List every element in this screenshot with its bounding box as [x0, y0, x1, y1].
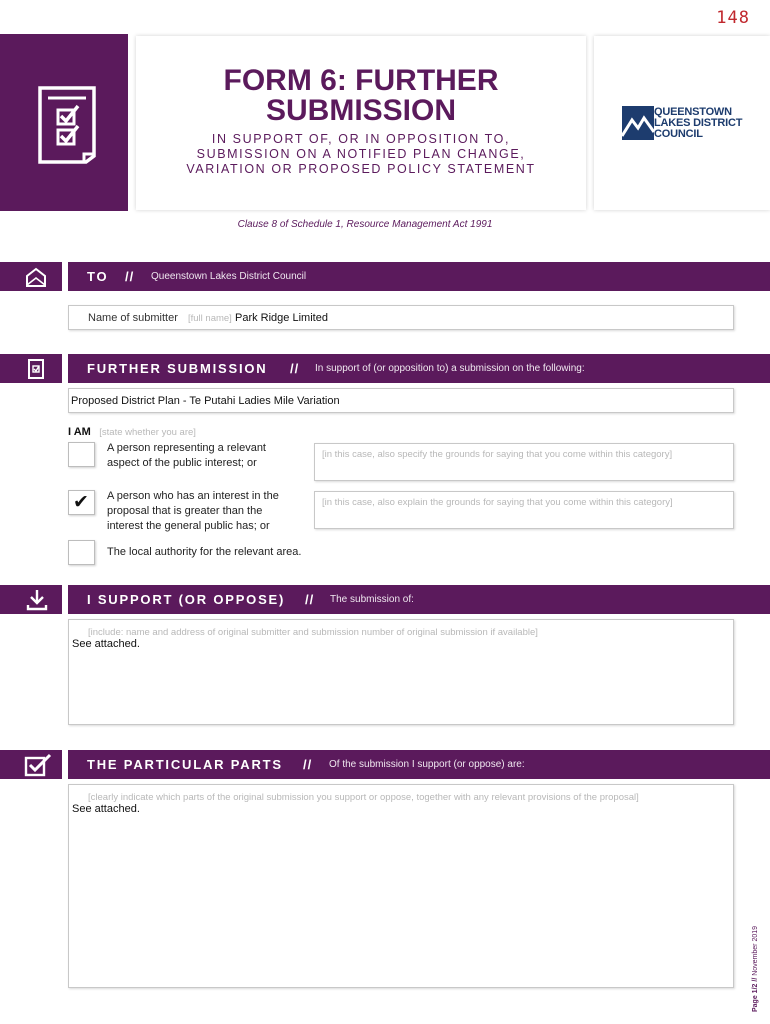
checkbox-tick-icon [24, 753, 54, 777]
council-logo-card [594, 36, 770, 210]
public-interest-grounds-field[interactable] [314, 443, 734, 481]
document-icon [27, 358, 45, 380]
form-title [136, 66, 586, 126]
form-subtitle-line2: SUBMISSION ON A NOTIFIED PLAN CHANGE, [196, 147, 526, 161]
further-section-bar [68, 354, 770, 383]
support-separator: // [305, 592, 315, 607]
plan-value: Proposed District Plan - Te Putahi Ladies Mile Variation [71, 395, 340, 407]
grounds1-placeholder: [in this case, also specify the grounds for saying that you come within this category] [322, 449, 673, 460]
parts-section-bar [68, 750, 770, 779]
support-description: The submission of: [330, 594, 414, 605]
i-am-placeholder: [state whether you are] [99, 427, 196, 438]
greater-interest-checkbox[interactable] [68, 490, 95, 515]
option-public-interest-text [107, 441, 266, 471]
logo-line3: COUNCIL [654, 128, 703, 140]
submitter-placeholder: [full name] [188, 313, 232, 324]
download-icon [26, 588, 48, 612]
support-value: See attached. [72, 638, 140, 650]
i-am-label: I AM [68, 426, 91, 438]
form-title-line2: SUBMISSION [265, 94, 457, 127]
option-local-authority-text: The local authority for the relevant area. [107, 546, 302, 558]
particular-parts-field[interactable] [68, 784, 734, 988]
form-subtitle-line1: IN SUPPORT OF, OR IN OPPOSITION TO, [211, 132, 511, 146]
parts-heading: THE PARTICULAR PARTS [87, 757, 283, 772]
option2-line1: A person who has an interest in the [107, 490, 279, 502]
logo-line2: LAKES DISTRICT [654, 117, 743, 129]
greater-interest-grounds-field[interactable] [314, 491, 734, 529]
option-greater-interest-text [107, 489, 279, 534]
clause-reference: Clause 8 of Schedule 1, Resource Management Act 1991 [237, 219, 493, 230]
page-footer [752, 926, 759, 1012]
page-number: 148 [716, 8, 750, 28]
checkmark-icon: ✔ [73, 492, 89, 513]
option2-line3: interest the general public has; or [107, 520, 270, 532]
submitter-name-field[interactable] [68, 305, 734, 330]
to-section-bar [68, 262, 770, 291]
to-heading: TO [87, 269, 109, 284]
i-am-label-row [68, 422, 196, 440]
checklist-form-icon [36, 84, 100, 164]
envelope-icon [25, 266, 47, 288]
grounds2-placeholder: [in this case, also explain the grounds for saying that you come within this category] [322, 497, 673, 508]
parts-value: See attached. [72, 803, 140, 815]
parts-section-icon-box [0, 750, 62, 779]
option1-line2: aspect of the public interest; or [107, 457, 257, 469]
support-section-icon-box [0, 585, 62, 614]
parts-separator: // [303, 757, 313, 772]
further-separator: // [290, 361, 300, 376]
form-title-line1: FORM 6: FURTHER [223, 64, 499, 97]
submission-of-field[interactable] [68, 619, 734, 725]
support-heading: I SUPPORT (OR OPPOSE) [87, 592, 286, 607]
plan-field[interactable] [68, 388, 734, 413]
council-logo-text [654, 107, 742, 140]
support-section-bar [68, 585, 770, 614]
footer-separator: // [752, 977, 759, 982]
option1-line1: A person representing a relevant [107, 442, 266, 454]
to-description: Queenstown Lakes District Council [151, 271, 307, 282]
form-subtitle-line3: VARIATION OR PROPOSED POLICY STATEMENT [186, 162, 536, 176]
submitter-value: Park Ridge Limited [235, 312, 328, 324]
option2-line2: proposal that is greater than the [107, 505, 263, 517]
public-interest-checkbox[interactable] [68, 442, 95, 467]
to-section-icon-box [0, 262, 62, 291]
submitter-label: Name of submitter [88, 312, 178, 324]
local-authority-checkbox[interactable] [68, 540, 95, 565]
further-section-icon-box [0, 354, 62, 383]
footer-date: November 2019 [752, 925, 759, 976]
parts-placeholder: [clearly indicate which parts of the original submission you support or oppose, together with any relevant provisions of the proposal] [88, 792, 639, 803]
parts-description: Of the submission I support (or oppose) are: [329, 759, 525, 770]
form-subtitle [136, 132, 586, 177]
title-card [136, 36, 586, 210]
to-separator: // [125, 269, 135, 284]
further-description: In support of (or opposition to) a submission on the following: [315, 363, 585, 374]
mountain-logo-icon [622, 106, 654, 140]
footer-page-label: Page 1/2 [752, 983, 759, 1012]
logo-line1: QUEENSTOWN [654, 106, 732, 118]
support-placeholder: [include: name and address of original submitter and submission number of original submission if available] [88, 627, 538, 638]
further-heading: FURTHER SUBMISSION [87, 361, 268, 376]
